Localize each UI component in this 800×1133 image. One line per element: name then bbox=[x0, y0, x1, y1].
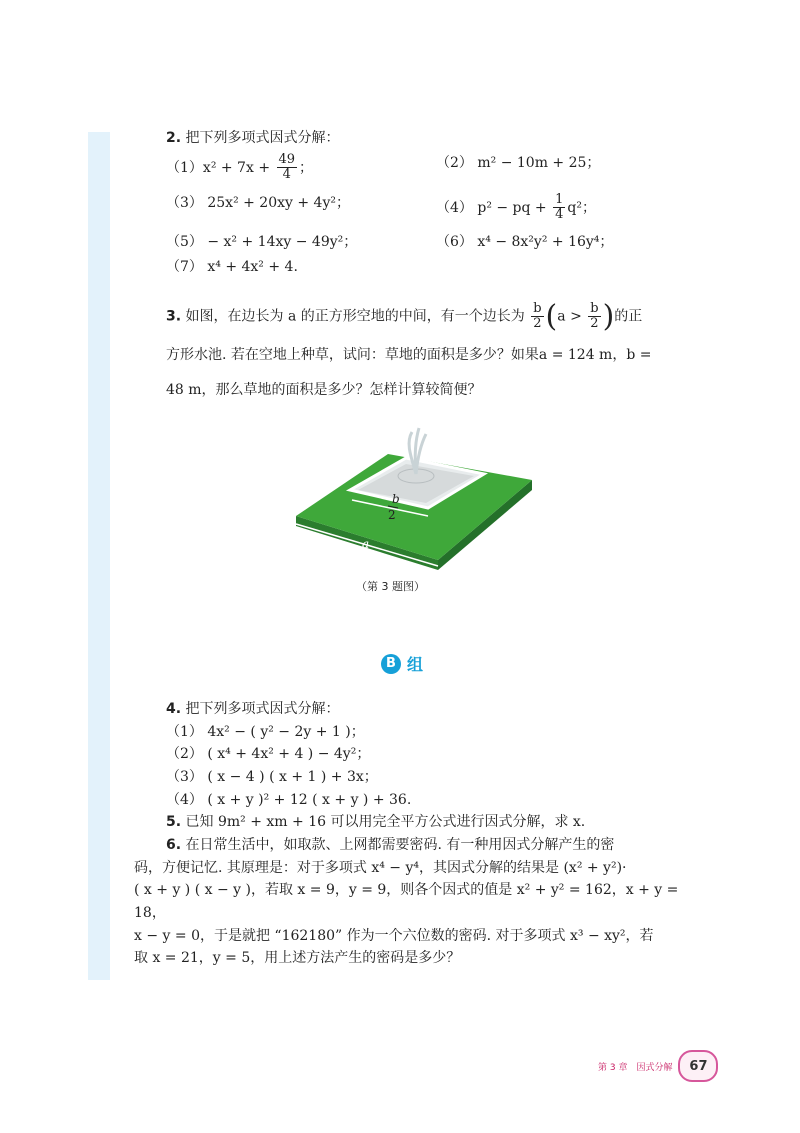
q6-line-2: 码，方便记忆. 其原理是：对于多项式 x⁴ − y⁴，其因式分解的结果是 (x² + y²)· bbox=[134, 859, 627, 876]
q6-line-4: x − y = 0，于是就把 “162180” 作为一个六位数的密码. 对于多项式 x³ − xy²，若 bbox=[134, 927, 654, 944]
q3-text: 3. 如图，在边长为 a 的正方形空地的中间，有一个边长为 $\frac{b}{2}$ (a > $\frac{b}{2}$ )的正 bbox=[166, 299, 643, 335]
dimension-a-label: a bbox=[362, 537, 370, 551]
section-b-badge: B bbox=[381, 654, 401, 674]
dimension-2-label: 2 bbox=[388, 508, 396, 522]
q2-item-3: （3） 25x² + 20xy + 4y²； bbox=[166, 194, 350, 211]
fraction: $\frac{49}{4}$ bbox=[278, 152, 296, 183]
q3-line-3: 48 m，那么草地的面积是多少？怎样计算较简便？ bbox=[166, 382, 482, 399]
q6-line-1: 6. 在日常生活中，如取款、上网都需要密码. 有一种用因式分解产生的密 bbox=[166, 837, 615, 854]
q2-row-3 bbox=[166, 232, 706, 253]
pool-figure bbox=[288, 424, 538, 574]
figure-caption: （第 3 题图） bbox=[356, 580, 425, 593]
q2-item-1: （1）x² + 7x + $\frac{49}{4}$ ； bbox=[166, 152, 314, 183]
section-b-heading bbox=[381, 652, 423, 675]
q5-text: 5. 已知 9m² + xm + 16 可以用完全平方公式进行因式分解，求 x. bbox=[166, 814, 586, 831]
q4-item-4: （4） ( x + y )² + 12 ( x + y ) + 36. bbox=[166, 791, 412, 808]
q4-item-1: （1） 4x² − ( y² − 2y + 1 )； bbox=[166, 723, 365, 740]
page-number: 67 bbox=[678, 1050, 718, 1082]
q2-row-4 bbox=[166, 257, 706, 278]
q2-item-4: （4） p² − pq + $\frac{1}{4}$ q²； bbox=[436, 191, 596, 222]
section-b-label: 组 bbox=[407, 655, 424, 674]
fraction: $\frac{b}{2}$ bbox=[590, 300, 599, 332]
q2-item-5: （5） − x² + 14xy − 49y²； bbox=[166, 234, 358, 251]
q4-item-3: （3） ( x − 4 ) ( x + 1 ) + 3x； bbox=[166, 769, 378, 786]
exercise-block-b bbox=[134, 698, 706, 970]
q4-prompt: 4. 把下列多项式因式分解： bbox=[166, 701, 340, 717]
q3-line-2: 方形水池. 若在空地上种草，试问：草地的面积是多少？如果a = 124 m，b = bbox=[166, 347, 652, 364]
page-footer bbox=[598, 1052, 718, 1080]
margin-sidebar bbox=[88, 132, 110, 980]
q4-item-2: （2） ( x⁴ + 4x² + 4 ) − 4y²； bbox=[166, 746, 371, 763]
fraction: $\frac{1}{4}$ bbox=[555, 191, 564, 222]
q2-item-6: （6） x⁴ − 8x²y² + 16y⁴； bbox=[436, 234, 614, 251]
q2-prompt: 2. 把下列多项式因式分解： bbox=[166, 130, 340, 146]
chapter-label: 第 3 章 因式分解 bbox=[598, 1062, 673, 1073]
q2-row-2 bbox=[166, 193, 706, 223]
q6-line-5: 取 x = 21，y = 5，用上述方法产生的密码是多少？ bbox=[134, 950, 461, 967]
fraction: $\frac{b}{2}$ bbox=[533, 300, 542, 332]
q6-line-3: ( x + y ) ( x − y )，若取 x = 9，y = 9，则各个因式的值是 x² + y² = 162，x + y = 18， bbox=[134, 882, 679, 922]
q2-item-2: （2） m² − 10m + 25； bbox=[436, 155, 601, 171]
dimension-b-label: b bbox=[392, 492, 400, 506]
exercise-block-a bbox=[166, 128, 706, 401]
q2-row-1 bbox=[166, 153, 706, 183]
q2-item-7: （7） x⁴ + 4x² + 4. bbox=[166, 259, 298, 276]
